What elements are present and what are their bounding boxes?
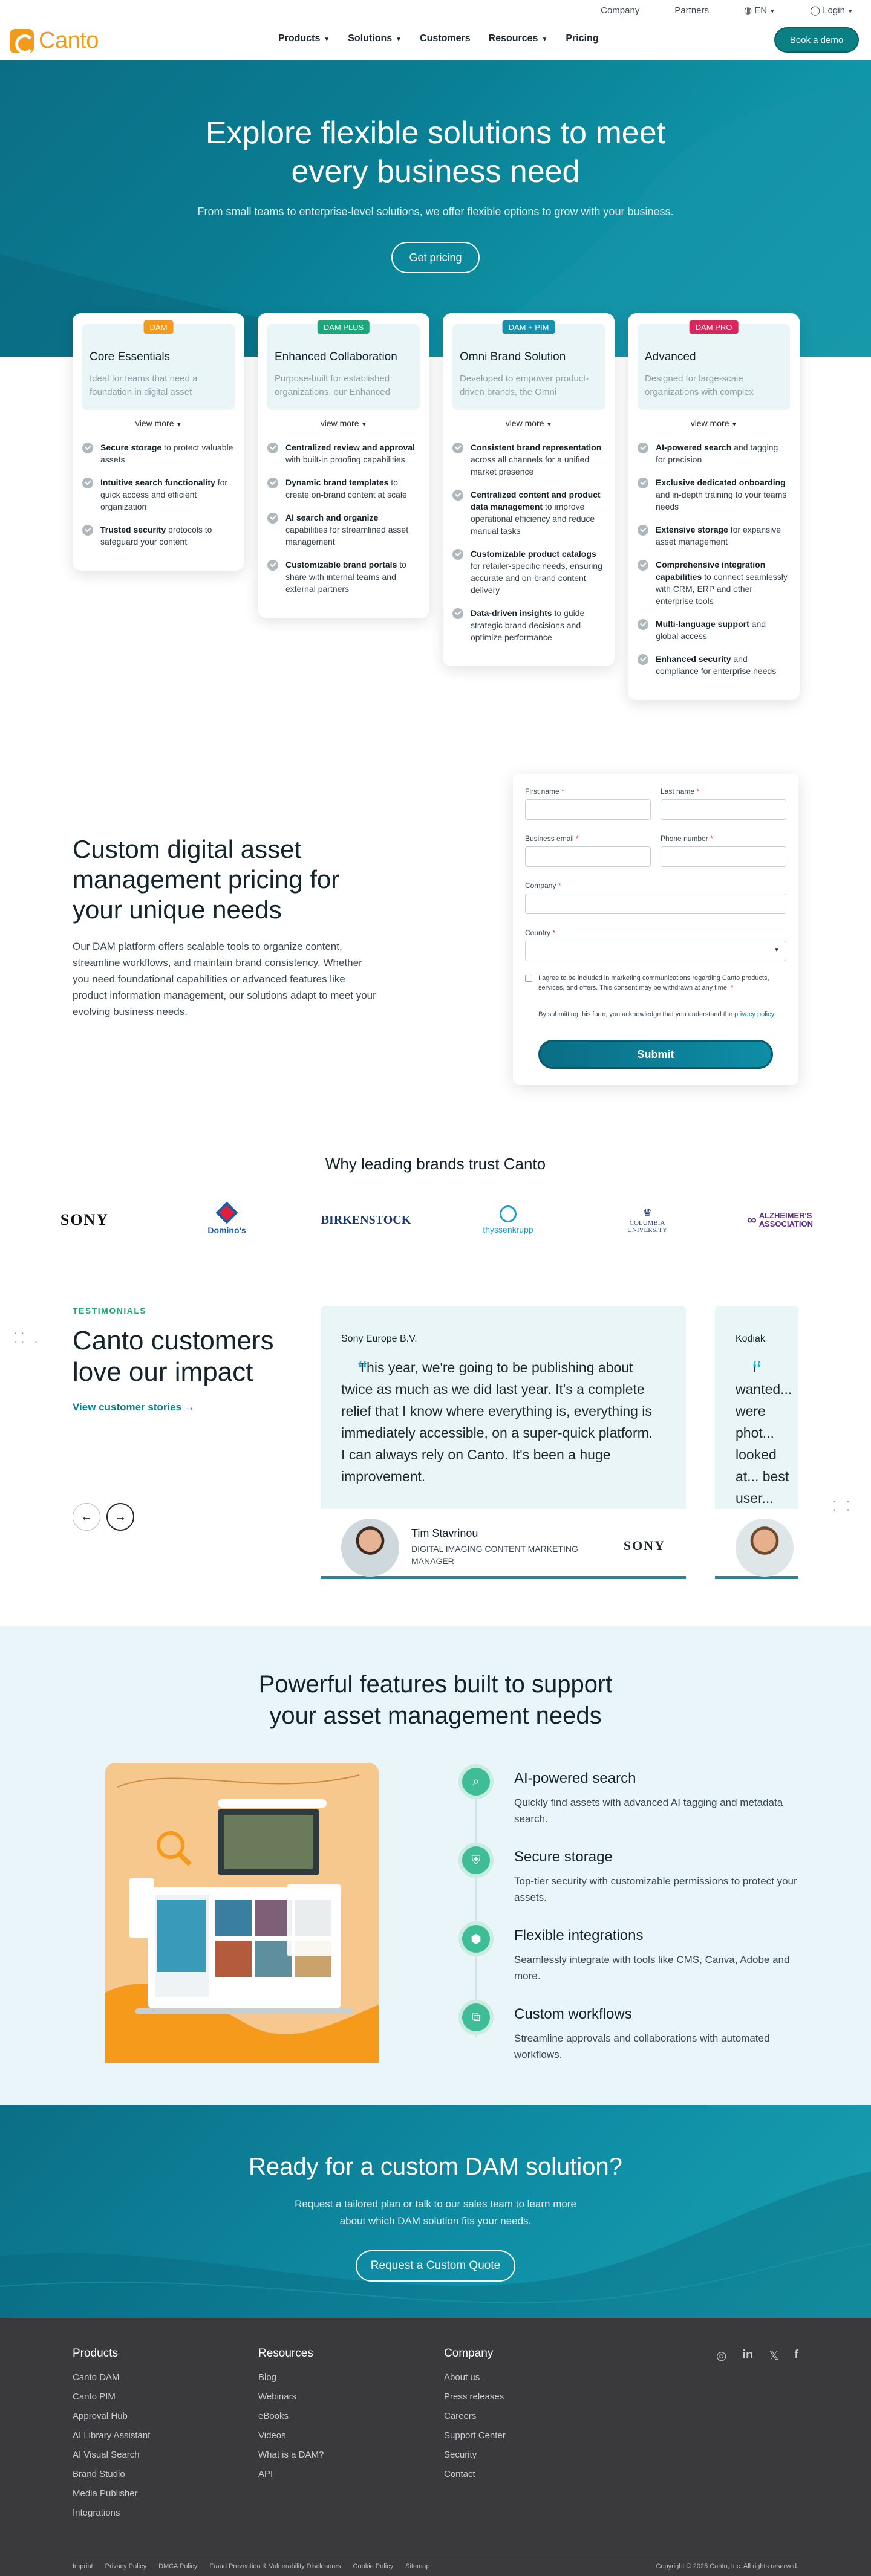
required-mark: *: [558, 881, 561, 890]
chevron-down-icon: ▼: [847, 8, 853, 15]
view-more-toggle[interactable]: [452, 418, 605, 428]
plan-feature: [638, 476, 790, 513]
plan-summary: [638, 324, 790, 410]
plan-feature: [82, 476, 235, 513]
feature-text: to protect valuable assets: [100, 443, 233, 464]
check-icon: [82, 525, 93, 536]
hero-title: [0, 114, 871, 191]
nav-label: Products: [278, 33, 321, 44]
footer: [0, 2318, 871, 2576]
utility-company-link[interactable]: Company: [601, 5, 640, 16]
check-icon: [82, 443, 93, 453]
chevron-down-icon: ▼: [396, 36, 402, 43]
check-icon: [82, 478, 93, 488]
plan-feature: [638, 524, 790, 548]
feature-bold: Dynamic brand templates: [285, 478, 389, 487]
plan-description: Developed to empower product-driven brands, the Omni: [460, 374, 589, 397]
view-more-label: view more: [320, 418, 359, 428]
dominos-text: Domino's: [207, 1225, 246, 1235]
footer-company: [444, 2347, 506, 2488]
plan-summary: [452, 324, 605, 410]
footer-link[interactable]: AI Library Assistant: [73, 2430, 151, 2441]
footer-link[interactable]: Webinars: [258, 2392, 297, 2402]
testimonial-author: [715, 1509, 798, 1579]
dam-screens-illustration: [105, 1763, 379, 2063]
plan-feature: [267, 476, 420, 501]
legal-link[interactable]: Imprint: [73, 2563, 93, 2570]
book-demo-button[interactable]: Book a demo: [774, 27, 859, 53]
check-icon: [638, 560, 648, 571]
privacy-notice: [538, 1010, 786, 1019]
chevron-down-icon: ▼: [176, 421, 182, 427]
feature-text: to connect seamlessly with CRM, ERP and other enterprise tools: [656, 572, 788, 606]
footer-link[interactable]: Canto PIM: [73, 2392, 116, 2402]
feature-bold: Multi-language support: [656, 619, 749, 629]
author-title: DIGITAL IMAGING CONTENT MARKETING MANAGER: [411, 1544, 578, 1566]
view-more-toggle[interactable]: [638, 418, 790, 428]
consent-checkbox[interactable]: [525, 975, 532, 982]
required-mark: *: [576, 834, 579, 843]
testimonials-title: Canto customers love our impact: [73, 1326, 274, 1387]
feature-bold: Enhanced security: [656, 654, 731, 664]
chevron-down-icon: ▼: [774, 947, 780, 953]
nav-solutions[interactable]: [348, 33, 402, 44]
feature-text: to improve operational efficiency and reduce manual tasks: [471, 502, 595, 536]
check-icon: [267, 560, 278, 571]
social-links: [716, 2348, 798, 2363]
privacy-policy-link[interactable]: privacy policy: [734, 1011, 774, 1018]
nav-menu: [278, 33, 599, 44]
footer-link[interactable]: API: [258, 2469, 273, 2479]
check-icon: [638, 654, 648, 665]
thyssenkrupp-logo: [472, 1203, 544, 1237]
view-more-toggle[interactable]: [82, 418, 235, 428]
plan-badge: DAM PRO: [690, 320, 739, 334]
feature-bold: AI-powered search: [656, 443, 732, 452]
check-icon: [452, 490, 463, 501]
email-input[interactable]: [525, 846, 651, 867]
hero: [0, 60, 871, 357]
chevron-down-icon: ▼: [361, 421, 367, 427]
cta-title: Ready for a custom DAM solution?: [248, 2153, 623, 2180]
footer-link[interactable]: Media Publisher: [73, 2488, 138, 2499]
last-name-label: [661, 787, 699, 796]
birkenstock-logo: BIRKENSTOCK: [321, 1213, 411, 1227]
nav-resources[interactable]: [489, 33, 548, 44]
check-icon: [452, 608, 463, 619]
feature-description: Seamlessly integrate with tools like CMS, Canva, Adobe and more.: [514, 1954, 790, 1982]
footer-link[interactable]: Brand Studio: [73, 2469, 125, 2479]
marketing-consent: [525, 973, 786, 993]
carousel-prev-button[interactable]: ←: [73, 1503, 100, 1531]
testimonial-quote: “ I wanted... were phot... looked at... best user...: [736, 1357, 796, 1490]
plan-description: Designed for large-scale organizations with complex: [645, 374, 754, 397]
cta-banner: [0, 2105, 871, 2318]
canto-logo[interactable]: [10, 28, 99, 54]
footer-products: [73, 2347, 150, 2527]
utility-partners-link[interactable]: Partners: [674, 5, 710, 16]
label-text: Last name: [661, 787, 695, 796]
phone-input[interactable]: [661, 846, 786, 867]
alzheimers-logo: [747, 1203, 826, 1237]
footer-link[interactable]: eBooks: [258, 2411, 289, 2421]
view-more-label: view more: [690, 418, 729, 428]
testimonial-card: [321, 1306, 686, 1579]
canto-logo-icon: [10, 29, 34, 53]
feature-bold: Consistent brand representation: [471, 443, 602, 452]
feature-text: to create on-brand content at scale: [285, 478, 407, 499]
plan-feature: [82, 524, 235, 548]
plan-card-dam-pim: [443, 313, 615, 666]
cta-body: Request a tailored plan or talk to our sales team to learn more about which DAM solution fits your needs.: [295, 2198, 576, 2227]
plan-feature: [638, 559, 790, 607]
footer-legal: [73, 2555, 798, 2570]
plan-summary: [267, 324, 420, 410]
required-mark: *: [731, 984, 734, 991]
footer-link[interactable]: Integrations: [73, 2508, 120, 2518]
brands-title: Why leading brands trust Canto: [325, 1155, 546, 1173]
brand-name: Canto: [39, 28, 99, 53]
plan-description: Purpose-built for established organizations, our Enhanced: [275, 374, 390, 397]
footer-link[interactable]: Videos: [258, 2430, 286, 2441]
utility-bar: [0, 0, 871, 21]
plan-feature: [267, 441, 420, 466]
plan-name: Core Essentials: [90, 351, 171, 363]
plan-feature: [638, 441, 790, 466]
required-mark: *: [552, 929, 556, 937]
testimonials-tag: TESTIMONIALS: [73, 1306, 147, 1316]
country-label: [525, 929, 555, 937]
view-more-label: view more: [505, 418, 544, 428]
plan-feature: [82, 441, 235, 466]
user-icon: ◯: [810, 5, 823, 16]
feature-text: and tagging for precision: [656, 443, 778, 464]
plan-description: Ideal for teams that need a foundation in digital asset: [90, 374, 198, 397]
footer-link[interactable]: Press releases: [444, 2392, 504, 2402]
feature-bold: Exclusive dedicated onboarding: [656, 478, 786, 487]
plan-feature: [452, 488, 605, 537]
decorative-dots: •• •• •: [15, 1331, 42, 1346]
features-section: [0, 1626, 871, 2105]
login-label: Login: [823, 5, 845, 16]
legal-link[interactable]: Privacy Policy: [105, 2563, 147, 2570]
feature-text: and global access: [656, 619, 766, 641]
chevron-down-icon: ▼: [541, 36, 548, 43]
product-illustration: [105, 1763, 379, 2063]
plan-summary: [82, 324, 235, 410]
dominos-logo: [194, 1203, 260, 1237]
features-title-line1: Powerful features built to support: [258, 1671, 613, 1698]
globe-icon: ◍: [744, 5, 755, 16]
view-more-toggle[interactable]: [267, 418, 420, 428]
shield-icon: ⛨: [462, 1846, 490, 1874]
copyright: Copyright © 2025 Canto, Inc. All rights reserved.: [656, 2563, 798, 2570]
first-name-label: [525, 787, 564, 796]
pricing-form: [513, 774, 798, 1085]
alzheimers-icon: ∞: [747, 1212, 757, 1227]
footer-link[interactable]: Security: [444, 2450, 477, 2460]
chevron-down-icon: ▼: [769, 8, 775, 15]
plan-name: Omni Brand Solution: [460, 351, 566, 363]
view-customer-stories-link[interactable]: View customer stories →: [73, 1401, 195, 1413]
chevron-down-icon: ▼: [731, 421, 737, 427]
domino-icon: [216, 1202, 238, 1224]
carousel-next-button[interactable]: →: [106, 1503, 134, 1531]
footer-link[interactable]: Approval Hub: [73, 2411, 128, 2421]
testimonial-card: [715, 1306, 798, 1579]
feature-title: Flexible integrations: [514, 1927, 644, 1944]
x-icon[interactable]: 𝕏: [769, 2349, 779, 2363]
phone-label: [661, 834, 713, 843]
testimonial-quote: “ This year, we're going to be publishing about twice as much as we did last year. It's a complete relief that I know where everything is, everything is immediately accessible, on a super-quick platform. I can always rely on Canto. It's been a huge improvement.: [341, 1357, 656, 1487]
footer-link[interactable]: Careers: [444, 2411, 477, 2421]
footer-heading: Company: [444, 2347, 494, 2360]
testimonial-author: [321, 1509, 686, 1579]
feature-text: protocols to safeguard your content: [100, 525, 212, 547]
footer-link[interactable]: Canto DAM: [73, 2372, 120, 2383]
feature-bold: Customizable product catalogs: [471, 549, 596, 559]
check-icon: [452, 443, 463, 453]
alzheimers-text: ALZHEIMER'S ASSOCIATION: [758, 1211, 814, 1228]
feature-bold: Intuitive search functionality: [100, 478, 215, 487]
check-icon: [638, 478, 648, 488]
plan-feature: [452, 548, 605, 596]
plan-name: Advanced: [645, 351, 696, 363]
feature-bold: Customizable brand portals: [285, 560, 397, 569]
label-text: Phone number: [661, 834, 708, 843]
first-name-input[interactable]: [525, 799, 651, 820]
feature-description: Quickly find assets with advanced AI tagging and metadata search.: [514, 1797, 783, 1825]
feature-text: with built-in proofing capabilities: [285, 455, 405, 464]
check-icon: [267, 478, 278, 488]
legal-link[interactable]: Cookie Policy: [353, 2563, 394, 2570]
main-nav: [0, 21, 871, 60]
feature-text: for retailer-specific needs, ensuring accurate and on-brand content delivery: [471, 561, 602, 595]
footer-link[interactable]: Blog: [258, 2372, 277, 2383]
plan-feature: [267, 511, 420, 548]
avatar: [736, 1519, 794, 1577]
thyssenkrupp-text: thyssenkrupp: [483, 1225, 533, 1234]
required-mark: *: [710, 834, 713, 843]
facebook-icon[interactable]: f: [794, 2348, 798, 2361]
label-text: First name: [525, 787, 559, 796]
feature-bold: Centralized review and approval: [285, 443, 415, 452]
sony-logo: SONY: [60, 1211, 109, 1228]
nav-label: Solutions: [348, 33, 393, 44]
view-more-label: view more: [135, 418, 174, 428]
feature-text: for expansive asset management: [656, 525, 781, 547]
notice-text: By submitting this form, you acknowledge that you understand the: [538, 1011, 735, 1018]
feature-text: and in-depth training to your teams needs: [656, 490, 787, 511]
instagram-icon[interactable]: ◎: [716, 2349, 727, 2363]
feature-description: Streamline approvals and collaborations with automated workflows.: [514, 2033, 770, 2060]
feature-bold: Data-driven insights: [471, 608, 552, 618]
label-text: Country: [525, 929, 551, 937]
workflow-icon: ⧉: [462, 2003, 490, 2031]
feature-bold: Comprehensive integration capabilities: [656, 560, 766, 582]
plan-badge: DAM + PIM: [503, 320, 555, 334]
plan-feature: [452, 607, 605, 643]
company-input[interactable]: [525, 894, 786, 914]
chevron-down-icon: ▼: [546, 421, 552, 427]
country-select[interactable]: [525, 941, 786, 961]
check-icon: [267, 443, 278, 453]
footer-link[interactable]: Support Center: [444, 2430, 506, 2441]
nav-pricing[interactable]: Pricing: [566, 33, 599, 44]
features-timeline: [475, 1783, 477, 2037]
required-mark: *: [696, 787, 700, 796]
check-icon: [267, 513, 278, 524]
notice-text-end: .: [774, 1011, 776, 1018]
feature-description: Top-tier security with customizable permissions to protect your assets.: [514, 1875, 797, 1903]
consent-text: I agree to be included in marketing communications regarding Canto products, services, and offers. This consent may be withdrawn at any time.: [538, 975, 769, 991]
feature-bold: Centralized content and product data management: [471, 490, 601, 511]
last-name-input[interactable]: [661, 799, 786, 820]
avatar: [341, 1519, 399, 1577]
puzzle-icon: ⬢: [462, 1925, 490, 1953]
plan-badge: DAM PLUS: [318, 320, 370, 334]
email-label: [525, 834, 579, 843]
testimonial-company: Sony Europe B.V.: [341, 1334, 417, 1344]
footer-link[interactable]: About us: [444, 2372, 480, 2383]
feature-title: AI-powered search: [514, 1770, 636, 1786]
footer-link[interactable]: Contact: [444, 2469, 475, 2479]
linkedin-icon[interactable]: in: [742, 2348, 754, 2361]
feature-text: across all channels for a unified market presence: [471, 455, 590, 476]
feature-bold: AI search and organize: [285, 513, 379, 522]
feature-text: to share with internal teams and external partners: [285, 560, 406, 594]
testimonial-company: Kodiak: [736, 1334, 765, 1344]
feature-bold: Extensive storage: [656, 525, 728, 534]
footer-link[interactable]: AI Visual Search: [73, 2450, 140, 2460]
language-selector[interactable]: [744, 5, 775, 16]
crown-icon: ♛: [642, 1206, 653, 1219]
check-icon: [638, 525, 648, 536]
sony-logo: SONY: [623, 1538, 665, 1553]
footer-resources: [258, 2347, 324, 2488]
decorative-dots: • • • •: [833, 1499, 854, 1514]
nav-products[interactable]: [278, 33, 330, 44]
hero-subtitle: From small teams to enterprise-level solutions, we offer flexible options to grow with your business.: [197, 206, 674, 218]
required-mark: *: [561, 787, 564, 796]
plan-card-dam: [73, 313, 244, 571]
check-icon: [638, 443, 648, 453]
nav-label: Resources: [488, 33, 538, 44]
submit-button[interactable]: Submit: [538, 1040, 773, 1069]
feature-text: to guide strategic brand decisions and optimize performance: [471, 608, 585, 642]
footer-heading: Resources: [258, 2347, 313, 2360]
author-name: Tim Stavrinou: [411, 1527, 478, 1539]
plan-feature: [452, 441, 605, 478]
plan-badge: DAM: [144, 320, 174, 334]
feature-text: for quick access and efficient organization: [100, 478, 228, 511]
legal-link[interactable]: DMCA Policy: [158, 2563, 198, 2570]
search-icon: ⌕: [462, 1768, 490, 1796]
login-link[interactable]: [810, 5, 853, 16]
features-title-line2: your asset management needs: [269, 1702, 602, 1729]
check-icon: [638, 619, 648, 630]
feature-bold: Secure storage: [100, 443, 162, 452]
feature-title: Secure storage: [514, 1849, 613, 1865]
legal-link[interactable]: Sitemap: [405, 2563, 430, 2570]
pricing-title: Custom digital asset management pricing for your unique needs: [73, 835, 340, 924]
check-icon: [452, 549, 463, 560]
features-title: [0, 1669, 871, 1731]
get-pricing-button[interactable]: Get pricing: [391, 242, 480, 273]
columbia-text: COLUMBIA UNIVERSITY: [627, 1219, 667, 1234]
plan-feature: [638, 618, 790, 642]
hero-title-line1: Explore flexible solutions to meet: [205, 115, 666, 151]
company-label: [525, 881, 561, 890]
hero-title-line2: every business need: [291, 154, 580, 189]
request-quote-button[interactable]: Request a Custom Quote: [356, 2250, 515, 2282]
feature-bold: Trusted security: [100, 525, 166, 534]
chevron-down-icon: ▼: [324, 36, 330, 43]
thyssenkrupp-icon: [500, 1205, 517, 1222]
plan-card-dam-plus: [258, 313, 429, 618]
footer-heading: Products: [73, 2347, 118, 2360]
columbia-logo: [611, 1203, 683, 1237]
legal-link[interactable]: Fraud Prevention & Vulnerability Disclosures: [209, 2563, 341, 2570]
feature-text: capabilities for streamlined asset management: [285, 525, 409, 547]
plan-card-dam-pro: [628, 313, 800, 700]
label-text: Company: [525, 881, 556, 890]
nav-customers[interactable]: Customers: [420, 33, 471, 44]
plan-feature: [638, 653, 790, 677]
language-label: EN: [754, 5, 768, 16]
label-text: Business email: [525, 834, 574, 843]
plan-feature: [267, 559, 420, 595]
feature-title: Custom workflows: [514, 2006, 632, 2022]
plan-name: Enhanced Collaboration: [275, 351, 397, 363]
footer-link[interactable]: What is a DAM?: [258, 2450, 324, 2460]
feature-text: and compliance for enterprise needs: [656, 654, 777, 676]
pricing-description: Our DAM platform offers scalable tools to organize content, streamline workflows, and maintain brand consistency. Whether you need foundational capabilities or advanced features like product information management, our solutions adapt to meet your evolving business needs.: [73, 941, 376, 1017]
